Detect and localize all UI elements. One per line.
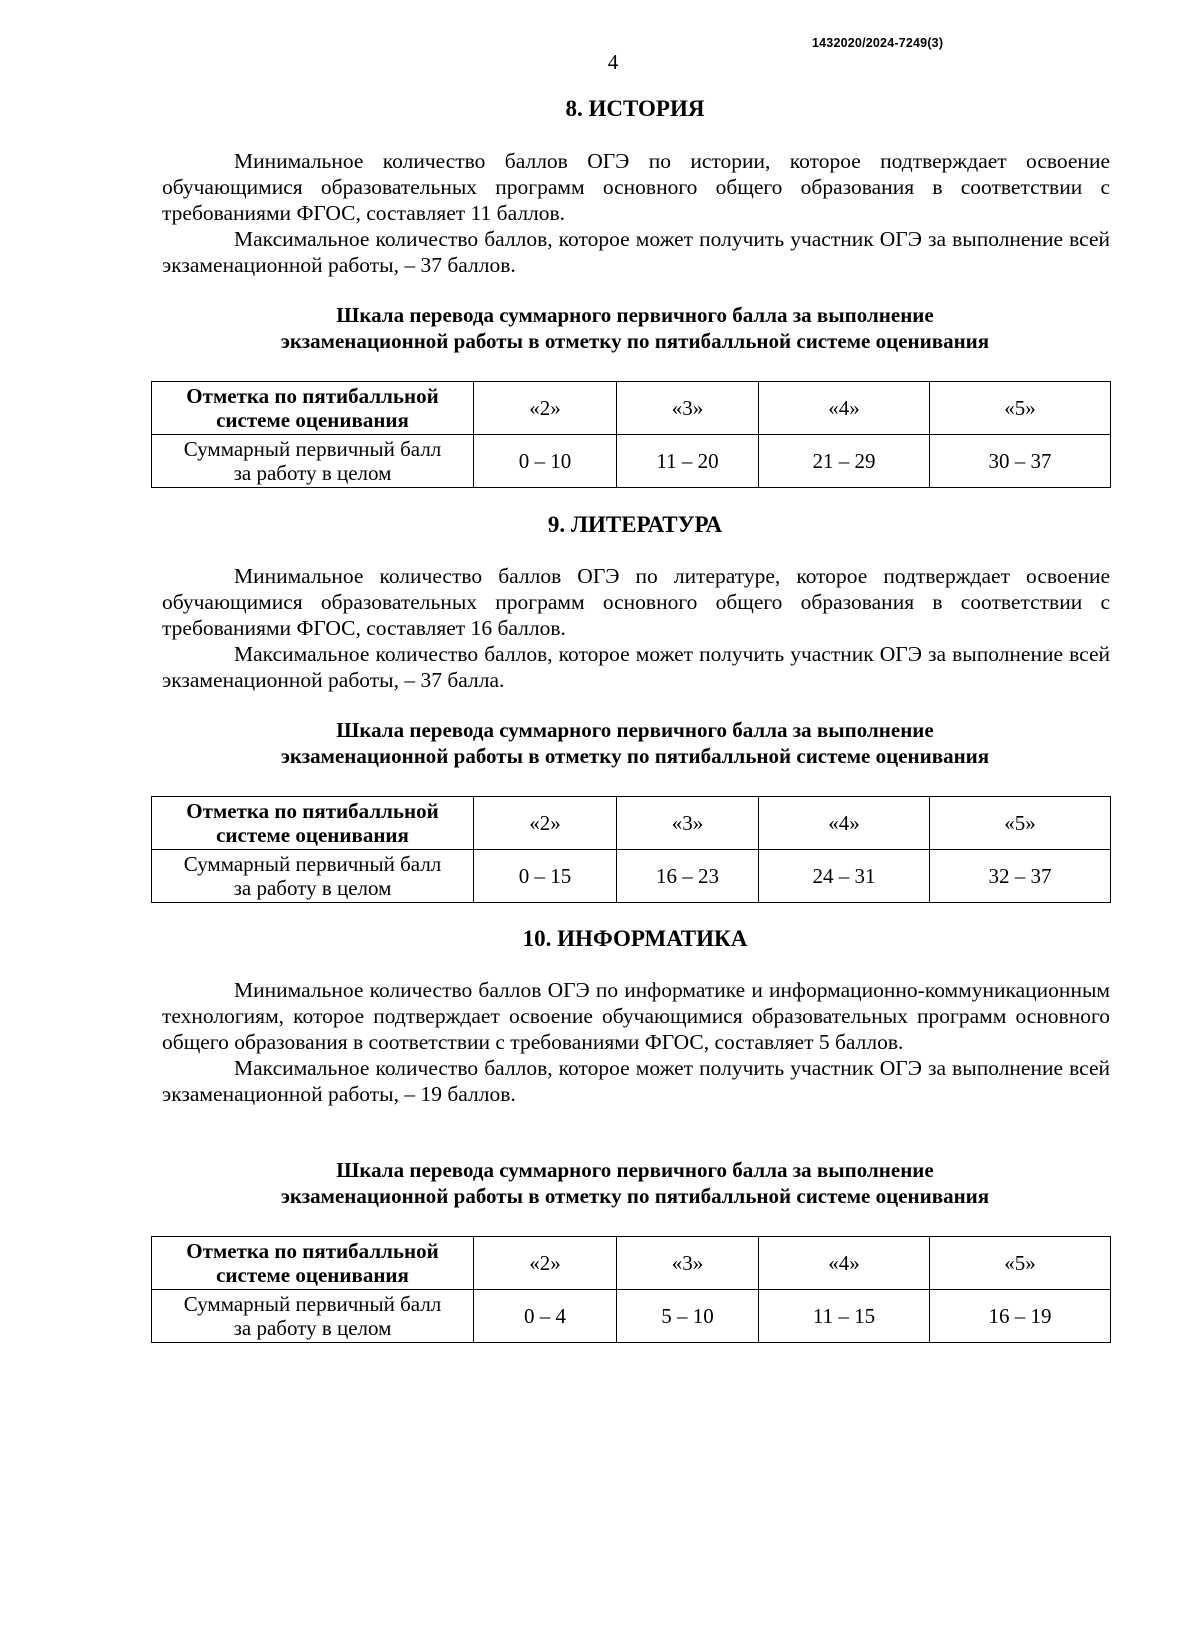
- paragraph-min-score: Минимальное количество баллов ОГЭ по литературе, которое подтверждает освоение обучающимися образовательных программ основного общего образования в соответствии с требованиями ФГОС, составляет 16 баллов.: [162, 564, 1110, 640]
- score-range-cell: 16 – 23: [617, 850, 759, 903]
- score-range-cell: 21 – 29: [759, 435, 930, 488]
- section-body: [162, 977, 1110, 1107]
- score-range-cell: 24 – 31: [759, 850, 930, 903]
- table-row: [152, 850, 1111, 903]
- table-caption: [160, 717, 1110, 769]
- grade-cell: «2»: [474, 797, 617, 850]
- score-range-cell: 11 – 20: [617, 435, 759, 488]
- table-row: [152, 797, 1111, 850]
- score-range-cell: 0 – 10: [474, 435, 617, 488]
- grade-scale-table: [151, 1236, 1111, 1343]
- caption-line: Шкала перевода суммарного первичного балла за выполнение: [336, 1158, 934, 1182]
- table-row: [152, 435, 1111, 488]
- grade-cell: «4»: [759, 1237, 930, 1290]
- score-label-cell: Суммарный первичный балл за работу в целом: [152, 1290, 474, 1343]
- grade-cell: «2»: [474, 1237, 617, 1290]
- paragraph-min-score: Минимальное количество баллов ОГЭ по истории, которое подтверждает освоение обучающимися образовательных программ основного общего образования в соответствии с требованиями ФГОС, составляет 11 баллов.: [162, 149, 1110, 225]
- grade-cell: «2»: [474, 382, 617, 435]
- score-range-cell: 32 – 37: [930, 850, 1111, 903]
- section-title: 8. ИСТОРИЯ: [565, 96, 705, 121]
- grade-scale-table: [151, 796, 1111, 903]
- grade-cell: «5»: [930, 382, 1111, 435]
- document-number: 1432020/2024-7249(3): [812, 36, 944, 50]
- table-row: [152, 382, 1111, 435]
- score-label-cell: Суммарный первичный балл за работу в целом: [152, 435, 474, 488]
- page-number: 4: [607, 50, 619, 74]
- grade-cell: «4»: [759, 797, 930, 850]
- score-range-cell: 0 – 4: [474, 1290, 617, 1343]
- caption-line: экзаменационной работы в отметку по пятибалльной системе оценивания: [280, 744, 990, 768]
- grade-header-cell: Отметка по пятибалльной системе оценивания: [152, 797, 474, 850]
- grade-header-cell: Отметка по пятибалльной системе оценивания: [152, 382, 474, 435]
- score-range-cell: 5 – 10: [617, 1290, 759, 1343]
- score-range-cell: 30 – 37: [930, 435, 1111, 488]
- section-body: [162, 148, 1110, 278]
- score-range-cell: 11 – 15: [759, 1290, 930, 1343]
- score-label-cell: Суммарный первичный балл за работу в целом: [152, 850, 474, 903]
- score-range-cell: 0 – 15: [474, 850, 617, 903]
- table-caption: [160, 1157, 1110, 1209]
- score-range-cell: 16 – 19: [930, 1290, 1111, 1343]
- caption-line: Шкала перевода суммарного первичного балла за выполнение: [336, 718, 934, 742]
- table-row: [152, 1290, 1111, 1343]
- section-body: [162, 563, 1110, 693]
- grade-cell: «3»: [617, 1237, 759, 1290]
- paragraph-max-score: Максимальное количество баллов, которое может получить участник ОГЭ за выполнение всей экзаменационной работы, – 19 баллов.: [162, 1056, 1110, 1106]
- grade-scale-table: [151, 381, 1111, 488]
- caption-line: экзаменационной работы в отметку по пятибалльной системе оценивания: [280, 1184, 990, 1208]
- paragraph-min-score: Минимальное количество баллов ОГЭ по информатике и информационно-коммуникационным технологиям, которое подтверждает освоение обучающимися образовательных программ основного общего образования в соответствии с требованиями ФГОС, составляет 5 баллов.: [162, 978, 1110, 1054]
- grade-cell: «5»: [930, 797, 1111, 850]
- section-title: 10. ИНФОРМАТИКА: [522, 926, 748, 951]
- grade-cell: «3»: [617, 382, 759, 435]
- grade-cell: «5»: [930, 1237, 1111, 1290]
- grade-cell: «3»: [617, 797, 759, 850]
- table-row: [152, 1237, 1111, 1290]
- paragraph-max-score: Максимальное количество баллов, которое может получить участник ОГЭ за выполнение всей экзаменационной работы, – 37 балла.: [162, 642, 1110, 692]
- caption-line: Шкала перевода суммарного первичного балла за выполнение: [336, 303, 934, 327]
- table-caption: [160, 302, 1110, 354]
- grade-header-cell: Отметка по пятибалльной системе оценивания: [152, 1237, 474, 1290]
- caption-line: экзаменационной работы в отметку по пятибалльной системе оценивания: [280, 329, 990, 353]
- grade-cell: «4»: [759, 382, 930, 435]
- paragraph-max-score: Максимальное количество баллов, которое может получить участник ОГЭ за выполнение всей экзаменационной работы, – 37 баллов.: [162, 227, 1110, 277]
- section-title: 9. ЛИТЕРАТУРА: [547, 512, 723, 537]
